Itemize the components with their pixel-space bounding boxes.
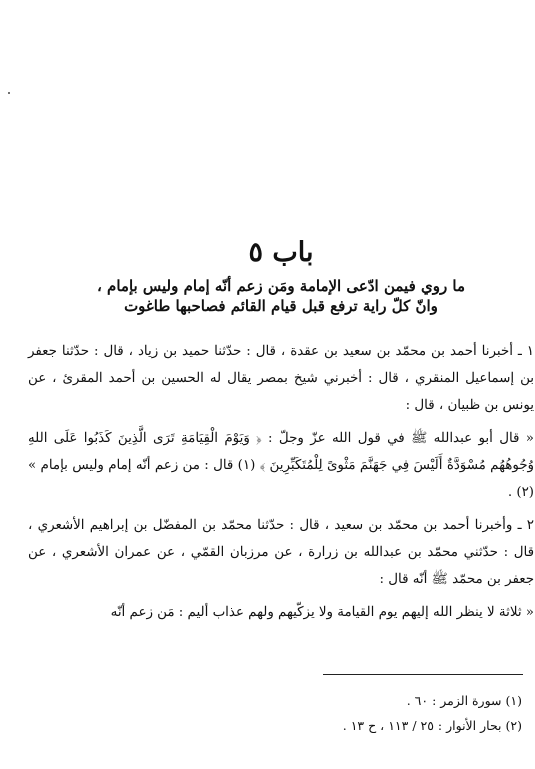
hadith-2-text: « ثلاثة لا ينظر الله إليهم يوم القيامة ولا يزكّيهم ولهم عذاب أليم : مَن زعم أنّه — [110, 605, 534, 620]
hadith-2-chain: ٢ ـ وأخبرنا أحمد بن محمّد بن سعيد ، قال : حدّثنا محمّد بن المفضّل بن إبراهيم الأشعري ، قال : حدّثني محمّد بن عبدالله بن زرارة ، عن مرزبان القمّي ، عن عمران الأشعري ، عن جعفر بن محمّد ﷺ أنّه قال : — [28, 518, 534, 587]
footnote-2: (٢) بحار الأنوار : ٢٥ / ١١٣ ، ح ١٣ . — [342, 718, 522, 733]
margin-dot — [8, 92, 10, 94]
chapter-subtitle-line-1: ما روي فيمن ادّعى الإمامة ومَن زعم أنّه إمام وليس بإمام ، — [96, 277, 466, 295]
hadith-1-chain: ١ ـ أخبرنا أحمد بن محمّد بن سعيد بن عقدة ، قال : حدّثنا حميد بن زياد ، قال : حدّثنا جعفر بن إسماعيل المنقري ، قال : أخبرني شيخ بمصر يقال له الحسين بن أحمد المقرئ ، عن يونس بن ظبيان ، قال : — [28, 344, 534, 413]
footnote-1: (١) سورة الزمر : ٦٠ . — [406, 693, 522, 708]
page-content — [28, 236, 534, 626]
hadith-1-text: « قال أبو عبدالله ﷺ في قول الله عزّ وجلّ : ﴿ وَيَوْمَ الْقِيَامَةِ تَرَى الَّذِينَ كَذَبُوا عَلَى اللهِ وُجُوهُهُم مُسْوَدَّةٌ أَلَيْسَ فِي جَهَنَّمَ مَثْوىً لِلْمُتَكَبِّرِينَ ﴾ (١) قال : من زعم أنّه إمام وليس بإمام » (٢) . — [28, 431, 534, 500]
footnotes — [28, 688, 522, 738]
chapter-title: باب ٥ — [248, 237, 314, 268]
body-text — [28, 338, 534, 626]
chapter-subtitle-line-2: وانّ كلّ راية ترفع قبل قيام القائم فصاحبها طاغوت — [124, 297, 438, 315]
footnote-separator — [323, 674, 523, 675]
